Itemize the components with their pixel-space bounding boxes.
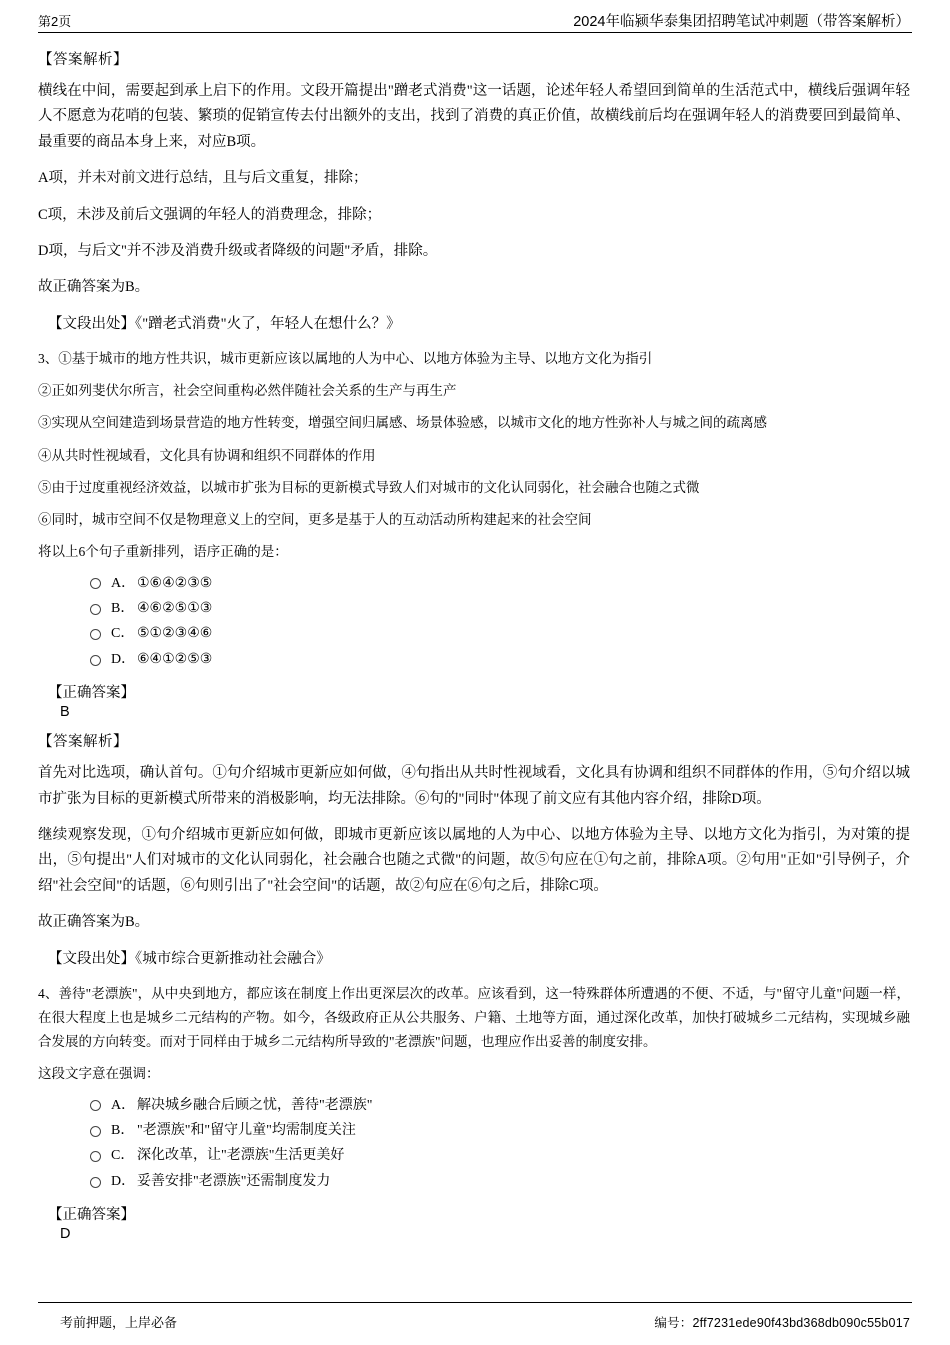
answer-value-1: B <box>60 704 70 721</box>
footer-code-value: 2ff7231ede90f43bd368db090c55b017 <box>692 1315 910 1330</box>
answer-heading-2: 【正确答案】 <box>48 1207 135 1224</box>
answer-heading-1: 【正确答案】 <box>48 685 135 702</box>
question-3-line-4: ④从共时性视域看，文化具有协调和组织不同群体的作用 <box>38 447 376 463</box>
option-label: C． <box>111 1148 135 1164</box>
option-text: 深化改革，让"老漂族"生活更美好 <box>137 1148 345 1164</box>
question-3-options <box>38 573 910 672</box>
option-text: "老漂族"和"留守儿童"均需制度关注 <box>137 1123 356 1139</box>
analysis-paragraph-6: 首先对比选项，确认首句。①句介绍城市更新应如何做，④句指出从共时性视域看，文化具有协调和组织不同群体的作用，⑤句介绍以城市扩张为目标的更新模式所带来的消极影响，均无法排除。⑥句的"同时"体现了前文应有其他内容介绍，排除D项。 <box>38 765 910 807</box>
question-3-line-6: ⑥同时，城市空间不仅是物理意义上的空间，更多是基于人的互动活动所构建起来的社会空间 <box>38 512 592 528</box>
analysis-paragraph-8: 故正确答案为B。 <box>38 914 150 931</box>
analysis-heading-2: 【答案解析】 <box>38 734 128 751</box>
option-text: ⑤①②③④⑥ <box>137 626 213 642</box>
source-line-1: 【文段出处】《"蹭老式消费"火了，年轻人在想什么？》 <box>48 315 401 332</box>
radio-icon[interactable] <box>90 1151 101 1162</box>
option-label: C． <box>111 626 135 642</box>
radio-icon[interactable] <box>90 604 101 615</box>
analysis-paragraph-1: 横线在中间，需要起到承上启下的作用。文段开篇提出"蹭老式消费"这一话题，论述年轻人希望回到简单的生活范式中，横线后强调年轻人不愿意为花哨的包装、繁琐的促销宣传去付出额外的支出，找到了消费的真正价值，故横线前后均在强调年轻人的消费要回到最简单、最重要的商品本身上来，对应B项。 <box>38 83 910 150</box>
option-text: ④⑥②⑤①③ <box>137 601 213 617</box>
option-row[interactable] <box>90 598 910 620</box>
option-text: 解决城乡融合后顾之忧，善待"老漂族" <box>137 1097 373 1113</box>
answer-value-2: D <box>60 1226 71 1243</box>
radio-icon[interactable] <box>90 1126 101 1137</box>
option-row[interactable] <box>90 573 910 595</box>
option-text: 妥善安排"老漂族"还需制度发力 <box>137 1173 331 1189</box>
question-4-stem: 这段文字意在强调： <box>38 1066 160 1082</box>
option-row[interactable] <box>90 1145 910 1167</box>
question-3-stem: 将以上6个句子重新排列，语序正确的是： <box>38 544 288 560</box>
question-3-line-2: ②正如列斐伏尔所言，社会空间重构必然伴随社会关系的生产与再生产 <box>38 382 457 398</box>
option-text: ⑥④①②⑤③ <box>137 651 213 667</box>
option-label: A． <box>111 1097 136 1113</box>
question-3-line-3: ③实现从空间建造到场景营造的地方性转变，增强空间归属感、场景体验感，以城市文化的地方性弥补人与城之间的疏离感 <box>38 415 767 431</box>
option-row[interactable] <box>90 1171 910 1193</box>
analysis-heading-1: 【答案解析】 <box>38 52 128 68</box>
option-label: D． <box>111 1173 136 1189</box>
footer-slogan: 考前押题，上岸必备 <box>60 1315 178 1330</box>
footer-divider <box>38 1302 912 1303</box>
footer-code <box>654 1313 910 1331</box>
option-label: A． <box>111 575 136 591</box>
footer-code-label: 编号： <box>654 1315 693 1330</box>
document-body <box>0 44 950 1252</box>
radio-icon[interactable] <box>90 655 101 666</box>
analysis-paragraph-7: 继续观察发现，①句介绍城市更新应如何做，即城市更新应该以属地的人为中心、以地方体验为主导、以地方文化为指引，为对策的提出，⑤句提出"人们对城市的文化认同弱化，社会融合也随之式微"的问题，故⑤句应在①句之前，排除A项。②句用"正如"引导例子，介绍"社会空间"的话题，⑥句则引出了"社会空间"的话题，故②句应在⑥句之后，排除C项。 <box>38 827 910 894</box>
analysis-paragraph-4: D项，与后文"并不涉及消费升级或者降级的问题"矛盾，排除。 <box>38 242 438 259</box>
page-number: 第2页 <box>38 13 72 29</box>
header-divider <box>38 32 912 33</box>
option-row[interactable] <box>90 1120 910 1142</box>
question-4-options <box>38 1095 910 1194</box>
radio-icon[interactable] <box>90 1177 101 1188</box>
option-row[interactable] <box>90 1095 910 1117</box>
option-row[interactable] <box>90 623 910 645</box>
option-label: D． <box>111 651 136 667</box>
analysis-paragraph-2: A项，并未对前文进行总结，且与后文重复，排除； <box>38 170 368 187</box>
radio-icon[interactable] <box>90 578 101 589</box>
page-header <box>0 8 950 32</box>
question-3-line-5: ⑤由于过度重视经济效益，以城市扩张为目标的更新模式导致人们对城市的文化认同弱化，社会融合也随之式微 <box>38 479 700 495</box>
option-row[interactable] <box>90 649 910 671</box>
page-footer <box>0 1312 950 1331</box>
document-title: 2024年临颍华泰集团招聘笔试冲刺题（带答案解析） <box>573 13 910 30</box>
analysis-paragraph-5: 故正确答案为B。 <box>38 279 150 296</box>
radio-icon[interactable] <box>90 629 101 640</box>
source-line-2: 【文段出处】《城市综合更新推动社会融合》 <box>48 950 331 967</box>
option-label: B． <box>111 601 135 617</box>
analysis-paragraph-3: C项，未涉及前后文强调的年轻人的消费理念，排除； <box>38 206 382 223</box>
option-label: B． <box>111 1123 135 1139</box>
option-text: ①⑥④②③⑤ <box>137 575 213 591</box>
question-4-text: 4、善待"老漂族"，从中央到地方，都应该在制度上作出更深层次的改革。应该看到，这一特殊群体所遭遇的不便、不适，与"留守儿童"问题一样，在很大程度上也是城乡二元结构的产物。如今，各级政府正从公共服务、户籍、土地等方面，通过深化改革，加快打破城乡二元结构，实现城乡融合发展的方向转变。而对于同样由于城乡二元结构所导致的"老漂族"问题，也理应作出妥善的制度安排。 <box>38 985 910 1050</box>
question-3-line-1: 3、①基于城市的地方性共识，城市更新应该以属地的人为中心、以地方体验为主导、以地方文化为指引 <box>38 350 653 366</box>
radio-icon[interactable] <box>90 1100 101 1111</box>
